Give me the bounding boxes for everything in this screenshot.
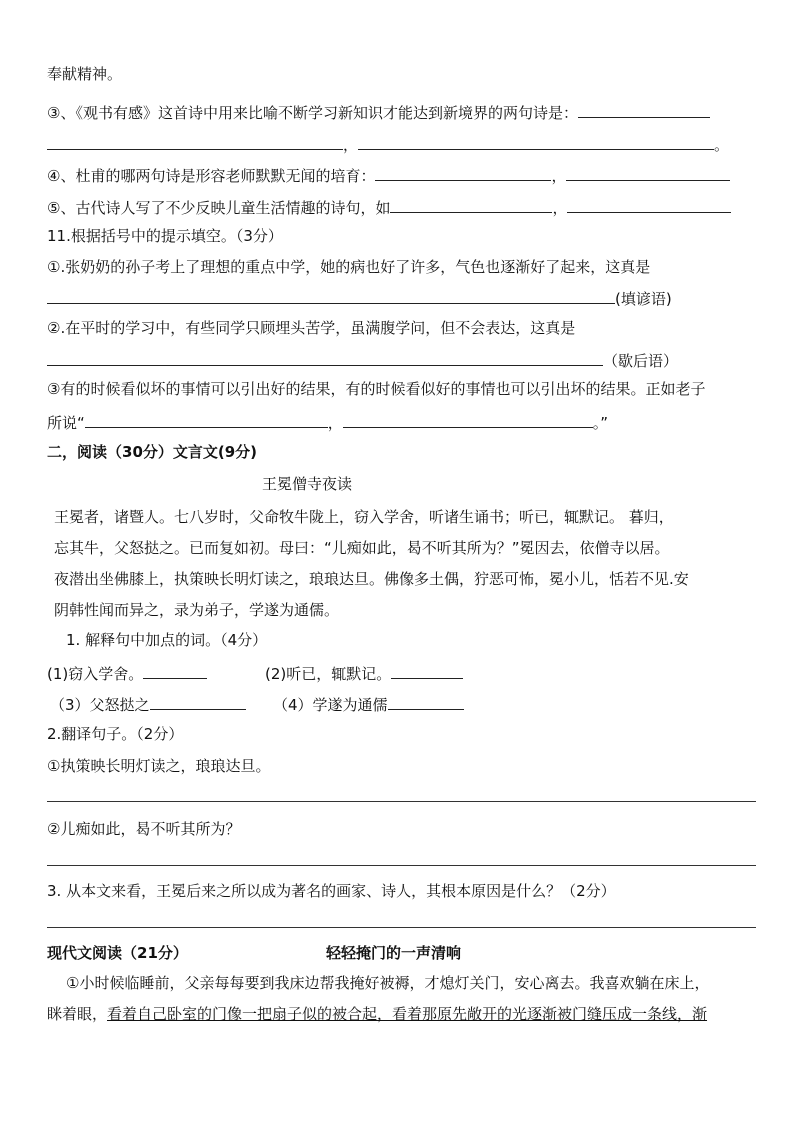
answer-blank[interactable] bbox=[47, 349, 245, 366]
punctuation: ， bbox=[551, 167, 567, 185]
punctuation: 。” bbox=[592, 414, 609, 432]
question-11-1-answer bbox=[47, 287, 672, 309]
passage-title-text: 王冕僧寺夜读 bbox=[262, 475, 353, 493]
passage-line bbox=[54, 507, 674, 527]
passage-text: 眯着眼， bbox=[47, 1005, 108, 1023]
section-heading bbox=[47, 442, 257, 462]
modern-reading-title bbox=[326, 943, 461, 963]
text-line bbox=[47, 64, 122, 84]
answer-line[interactable] bbox=[47, 801, 756, 802]
answer-blank[interactable] bbox=[578, 101, 710, 118]
passage-line bbox=[47, 1004, 707, 1024]
question-11-1 bbox=[47, 257, 650, 277]
punctuation: ， bbox=[552, 199, 568, 217]
question-text: 3. 从本文来看，王冕后来之所以成为著名的画家、诗人，其根本原因是什么？（2分） bbox=[47, 882, 616, 900]
question-1-heading bbox=[66, 630, 267, 650]
answer-line[interactable] bbox=[47, 865, 756, 866]
question-text: (2)听已，辄默记。 bbox=[265, 665, 392, 683]
passage-text: ①小时候临睡前，父亲每每要到我床边帮我掩好被褥，才熄灯关门，安心离去。我喜欢躺在床上， bbox=[66, 974, 710, 992]
question-5-line bbox=[47, 196, 731, 218]
question-text: ②儿痴如此，曷不听其所为？ bbox=[47, 820, 241, 838]
answer-blank[interactable] bbox=[143, 662, 207, 679]
question-1-row-2b bbox=[273, 693, 464, 715]
question-text: (1)窃入学舍。 bbox=[47, 665, 144, 683]
question-text: ⑤、古代诗人写了不少反映儿童生活情趣的诗句，如 bbox=[47, 199, 391, 217]
answer-blank[interactable] bbox=[47, 133, 343, 150]
question-2-2 bbox=[47, 819, 240, 839]
question-11-2 bbox=[47, 318, 575, 338]
modern-reading-heading bbox=[47, 943, 188, 963]
passage-line bbox=[54, 600, 339, 620]
question-4-line bbox=[47, 164, 730, 186]
answer-blank[interactable] bbox=[390, 196, 552, 213]
question-1-row-1 bbox=[47, 662, 207, 684]
answer-blank[interactable] bbox=[566, 164, 730, 181]
question-2-heading bbox=[47, 724, 183, 744]
question-11-2-answer bbox=[47, 349, 678, 371]
punctuation: 。 bbox=[714, 136, 730, 154]
answer-blank[interactable] bbox=[375, 164, 551, 181]
question-text: 所说“ bbox=[47, 414, 85, 432]
underlined-passage-text: 看着自己卧室的门像一把扇子似的被合起，看着那原先敞开的光逐渐被门缝压成一条线，渐 bbox=[107, 1005, 708, 1023]
question-text: （3）父怒挞之 bbox=[50, 696, 150, 714]
passage-line bbox=[54, 538, 670, 558]
passage-text: 夜潜出坐佛膝上，执策映长明灯读之，琅琅达旦。佛像多土偶，狞恶可怖，冕小儿，恬若不见.安 bbox=[54, 570, 689, 588]
question-text: 11.根据括号中的提示填空。（3分） bbox=[47, 227, 283, 245]
question-11-heading bbox=[47, 226, 283, 246]
answer-blank[interactable] bbox=[388, 693, 464, 710]
passage-title-text: 轻轻掩门的一声清响 bbox=[326, 944, 462, 962]
text: 奉献精神。 bbox=[47, 65, 123, 83]
question-1-row-1b bbox=[265, 662, 463, 684]
question-2-1 bbox=[47, 756, 270, 776]
answer-line[interactable] bbox=[47, 927, 756, 928]
answer-blank[interactable] bbox=[358, 133, 714, 150]
answer-blank[interactable] bbox=[343, 411, 475, 428]
answer-line bbox=[47, 133, 729, 155]
question-text: ③、《观书有感》这首诗中用来比喻不断学习新知识才能达到新境界的两句诗是： bbox=[47, 104, 578, 122]
hint-text: (填谚语) bbox=[615, 290, 672, 308]
question-1-row-2 bbox=[50, 693, 246, 715]
section-title: 二，阅读（30分）文言文(9分) bbox=[47, 443, 258, 461]
section-title: 现代文阅读（21分） bbox=[47, 944, 188, 962]
question-text: ④、杜甫的哪两句诗是形容老师默默无闻的培育： bbox=[47, 167, 376, 185]
question-11-3 bbox=[47, 379, 705, 399]
passage-line bbox=[66, 973, 709, 993]
answer-blank[interactable] bbox=[47, 287, 189, 304]
answer-blank[interactable] bbox=[85, 411, 328, 428]
answer-blank[interactable] bbox=[391, 662, 463, 679]
question-11-3-answer bbox=[47, 411, 608, 433]
question-text: ③有的时候看似坏的事情可以引出好的结果，有的时候看似好的事情也可以引出坏的结果。正如老子 bbox=[47, 380, 706, 398]
question-3-line bbox=[47, 101, 710, 123]
question-3 bbox=[47, 881, 616, 901]
answer-blank[interactable] bbox=[245, 349, 603, 366]
question-text: ①执策映长明灯读之，琅琅达旦。 bbox=[47, 757, 271, 775]
question-text: ②.在平时的学习中，有些同学只顾埋头苦学，虽满腹学问，但不会表达，这真是 bbox=[47, 319, 576, 337]
question-text: 2.翻译句子。（2分） bbox=[47, 725, 184, 743]
passage-text: 王冕者，诸暨人。七八岁时，父命牧牛陇上，窃入学舍，听诸生诵书；听已，辄默记。 暮归， bbox=[54, 508, 674, 526]
punctuation: ， bbox=[327, 414, 343, 432]
hint-text: （歇后语） bbox=[603, 352, 679, 370]
passage-line bbox=[54, 569, 689, 589]
answer-blank[interactable] bbox=[475, 411, 593, 428]
answer-blank[interactable] bbox=[189, 287, 615, 304]
question-text: ①.张奶奶的孙子考上了理想的重点中学，她的病也好了许多，气色也逐渐好了起来，这真是 bbox=[47, 258, 651, 276]
passage-title bbox=[262, 474, 352, 494]
question-text: （4）学遂为通儒 bbox=[273, 696, 388, 714]
answer-blank[interactable] bbox=[150, 693, 246, 710]
punctuation: ， bbox=[343, 136, 359, 154]
question-text: 1. 解释句中加点的词。（4分） bbox=[66, 631, 268, 649]
passage-text: 忘其牛，父怒挞之。已而复如初。母曰：“儿痴如此，曷不听其所为？”冕因去，依僧寺以居。 bbox=[54, 539, 670, 557]
answer-blank[interactable] bbox=[567, 196, 731, 213]
passage-text: 阴韩性闻而异之，录为弟子，学遂为通儒。 bbox=[54, 601, 340, 619]
